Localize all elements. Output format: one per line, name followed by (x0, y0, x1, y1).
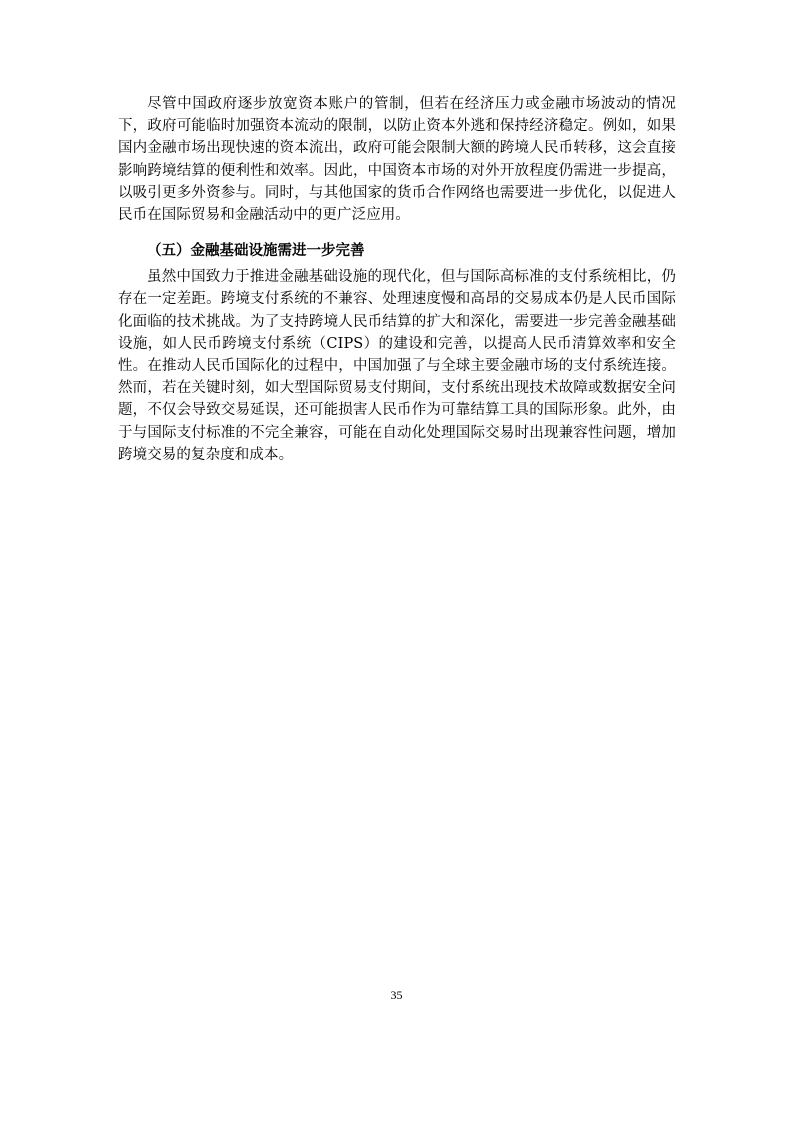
paragraph-financial-infrastructure: 虽然中国致力于推进金融基础设施的现代化，但与国际高标准的支付系统相比，仍存在一定差距。跨境支付系统的不兼容、处理速度慢和高昂的交易成本仍是人民币国际化面临的技术挑战。为了支持跨境人民币结算的扩大和深化，需要进一步完善金融基础设施，如人民币跨境支付系统（CIPS）的建设和完善，以提高人民币清算效率和安全性。在推动人民币国际化的过程中，中国加强了与全球主要金融市场的支付系统连接。然而，若在关键时刻，如大型国际贸易支付期间，支付系统出现技术故障或数据安全问题，不仅会导致交易延误，还可能损害人民币作为可靠结算工具的国际形象。此外，由于与国际支付标准的不完全兼容，可能在自动化处理国际交易时出现兼容性问题，增加跨境交易的复杂度和成本。 (118, 269, 676, 463)
page-number: 35 (390, 988, 403, 1002)
paragraph-capital-account: 尽管中国政府逐步放宽资本账户的管制，但若在经济压力或金融市场波动的情况下，政府可能临时加强资本流动的限制，以防止资本外逃和保持经济稳定。例如，如果国内金融市场出现快速的资本流出，政府可能会限制大额的跨境人民币转移，这会直接影响跨境结算的便利性和效率。因此，中国资本市场的对外开放程度仍需进一步提高，以吸引更多外资参与。同时，与其他国家的货币合作网络也需要进一步优化，以促进人民币在国际贸易和金融活动中的更广泛应用。 (118, 96, 676, 224)
section-heading: （五）金融基础设施需进一步完善 (147, 243, 365, 260)
page-content (118, 93, 676, 466)
